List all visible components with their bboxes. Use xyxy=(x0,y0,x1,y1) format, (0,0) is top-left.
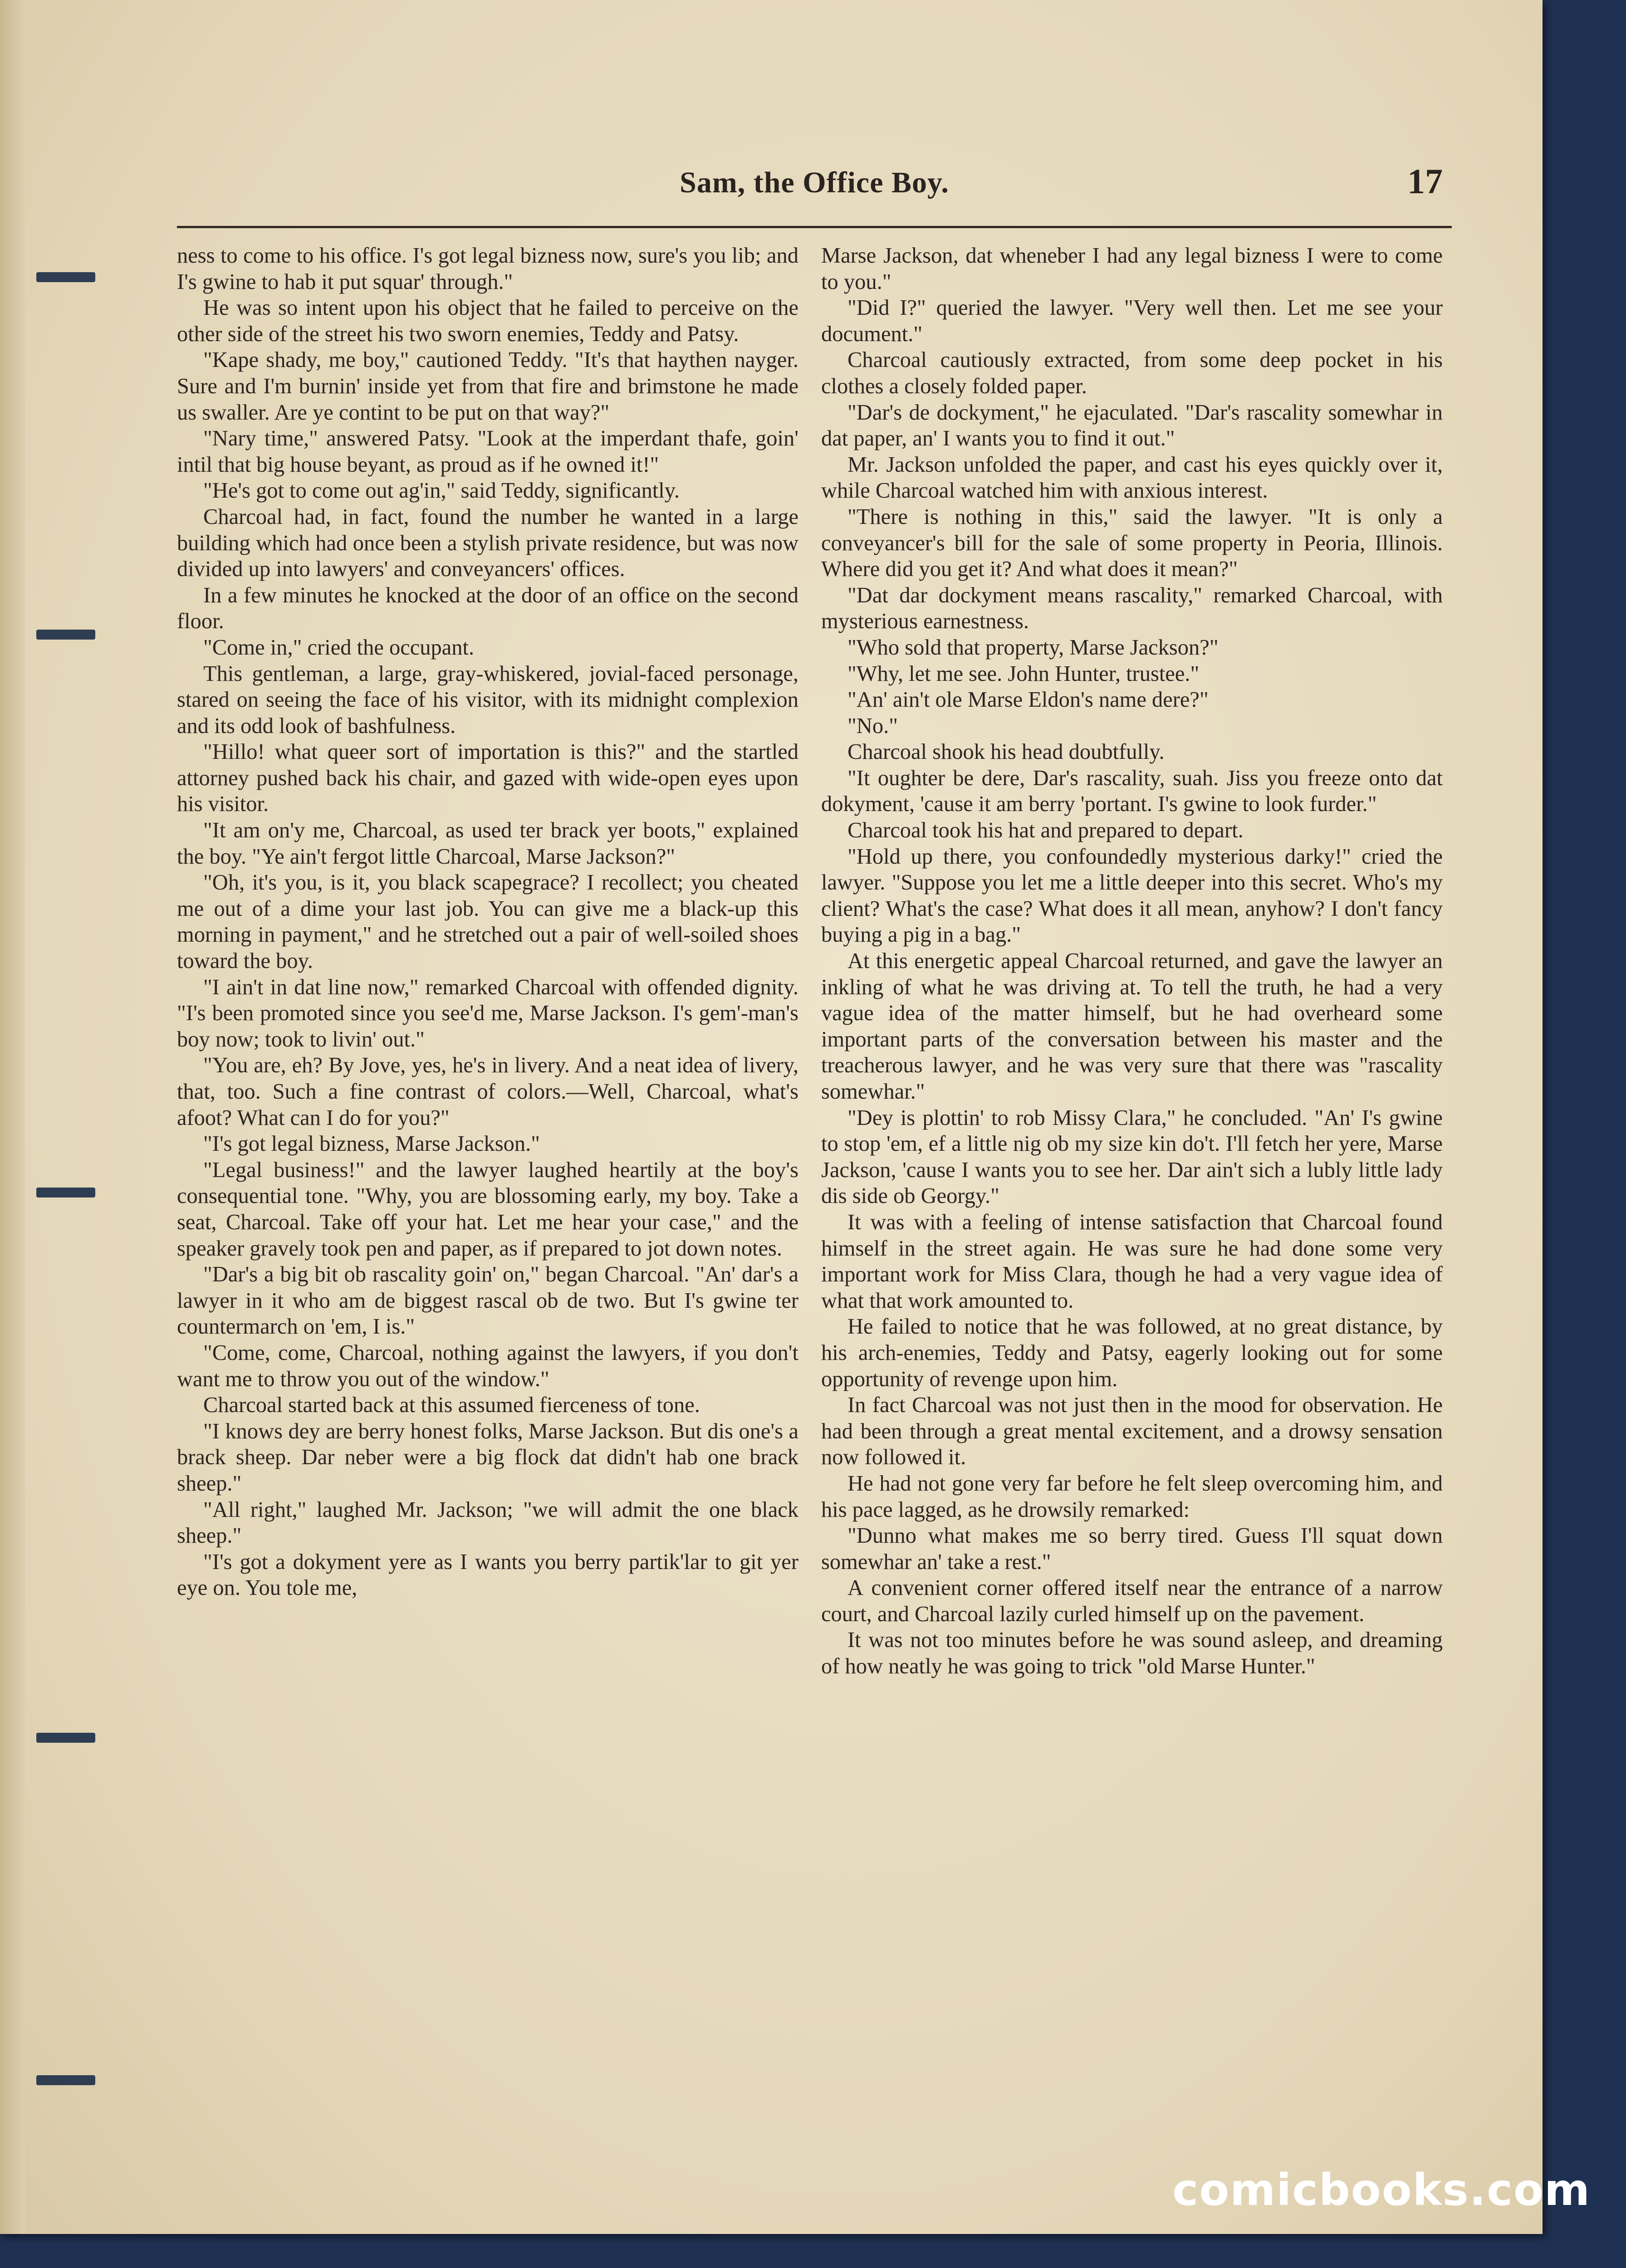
paragraph: "It oughter be dere, Dar's rascality, suah. Jiss you freeze onto dat dokyment, 'cause it am berry 'portant. I's gwine to look furder." xyxy=(821,766,1443,816)
paragraph: "Dunno what makes me so berry tired. Guess I'll squat down somewhar an' take a rest." xyxy=(821,1524,1443,1574)
paragraph: "Nary time," answered Patsy. "Look at the imperdant thafe, goin' intil that big house beyant, as proud as if he owned it!" xyxy=(177,426,798,477)
paragraph: "Come, come, Charcoal, nothing against the lawyers, if you don't want me to throw you out of the window." xyxy=(177,1340,798,1391)
paragraph: "Hillo! what queer sort of importation is this?" and the startled attorney pushed back his chair, and gazed with wide-open eyes upon his visitor. xyxy=(177,740,798,816)
paragraph: In a few minutes he knocked at the door of an office on the second floor. xyxy=(177,583,798,634)
paragraph: "There is nothing in this," said the lawyer. "It is only a conveyancer's bill for the sale of some property in Peoria, Illinois. Where did you get it? And what does it mean?" xyxy=(821,504,1443,582)
paragraph: "Kape shady, me boy," cautioned Teddy. "It's that haythen nayger. Sure and I'm burnin' inside yet from that fire and brimstone he made us swaller. Are ye contint to be put on that way?" xyxy=(177,348,798,425)
paragraph: "Dat dar dockyment means rascality," remarked Charcoal, with mysterious earnestness. xyxy=(821,583,1443,634)
paragraph: "Hold up there, you confoundedly mysterious darky!" cried the lawyer. "Suppose you let me a little deeper into this secret. Who's my client? What's the case? What does it all mean, anyhow? I don't fancy buying a pig in a bag." xyxy=(821,844,1443,947)
paragraph: He had not gone very far before he felt sleep overcoming him, and his pace lagged, as he drowsily remarked: xyxy=(821,1471,1443,1522)
paragraph: He was so intent upon his object that he failed to perceive on the other side of the street his two sworn enemies, Teddy and Patsy. xyxy=(177,296,798,346)
paragraph: Charcoal cautiously extracted, from some deep pocket in his clothes a closely folded paper. xyxy=(821,348,1443,398)
paragraph: "I knows dey are berry honest folks, Marse Jackson. But dis one's a brack sheep. Dar neber were a big flock dat didn't hab one brack sheep." xyxy=(177,1419,798,1496)
paragraph: "Dey is plottin' to rob Missy Clara," he concluded. "An' I's gwine to stop 'em, ef a little nig ob my size kin do't. I'll fetch her yere, Marse Jackson, 'cause I wants you to see her. Dar ain't sich a lubly little lady dis side ob Georgy." xyxy=(821,1105,1443,1208)
paragraph: "I's got a dokyment yere as I wants you berry partik'lar to git yer eye on. You tole me, xyxy=(177,1549,798,1600)
binding-staple xyxy=(36,1188,95,1198)
paragraph: Charcoal shook his head doubtfully. xyxy=(847,740,1165,764)
paragraph: "I's got legal bizness, Marse Jackson." xyxy=(203,1132,540,1156)
paragraph: "Who sold that property, Marse Jackson?" xyxy=(847,635,1219,660)
paragraph: This gentleman, a large, gray-whiskered, jovial-faced personage, stared on seeing the face of his visitor, with its midnight complexion and its odd look of bashfulness. xyxy=(177,661,798,738)
paragraph: "An' ain't ole Marse Eldon's name dere?" xyxy=(847,688,1209,712)
page-header xyxy=(177,161,1452,220)
binding-staple xyxy=(36,630,95,640)
left-text-column xyxy=(177,243,798,2134)
paragraph: A convenient corner offered itself near the entrance of a narrow court, and Charcoal lazily curled himself up on the pavement. xyxy=(821,1576,1443,1626)
running-title: Sam, the Office Boy. xyxy=(680,166,949,199)
binding-staple xyxy=(36,1733,95,1743)
paragraph: It was with a feeling of intense satisfaction that Charcoal found himself in the street again. He was sure he had done some very important work for Miss Clara, though he had a very vague idea of what that work amounted to. xyxy=(821,1210,1443,1313)
paragraph: "Legal business!" and the lawyer laughed heartily at the boy's consequential tone. "Why, you are blossoming early, my boy. Take a seat, Charcoal. Take off your hat. Let me hear your case," and the speaker gravely took pen and paper, as if prepared to jot down notes. xyxy=(177,1158,798,1261)
paragraph: Marse Jackson, dat wheneber I had any legal bizness I were to come to you." xyxy=(821,244,1443,294)
paragraph: Charcoal started back at this assumed fierceness of tone. xyxy=(203,1393,700,1418)
site-watermark: comicbooks.com xyxy=(1172,2165,1591,2215)
paragraph: "Dar's a big bit ob rascality goin' on," began Charcoal. "An' dar's a lawyer in it who am de biggest rascal ob de two. But I's gwine ter countermarch on 'em, I is." xyxy=(177,1262,798,1339)
paragraph: At this energetic appeal Charcoal returned, and gave the lawyer an inkling of what he was driving at. To tell the truth, he had a very vague idea of the matter himself, but he had overheard some important parts of the conversation between his master and the treacherous lawyer, and he was very sure that there was "rascality somewhar." xyxy=(821,949,1443,1104)
paragraph: "No." xyxy=(847,714,898,738)
paragraph: He failed to notice that he was followed, at no great distance, by his arch-enemies, Teddy and Patsy, eagerly looking out for some opportunity of revenge upon him. xyxy=(821,1315,1443,1391)
paragraph: "I ain't in dat line now," remarked Charcoal with offended dignity. "I's been promoted since you see'd me, Marse Jackson. I's gem'-man's boy now; took to livin' out." xyxy=(177,975,798,1051)
paragraph: In fact Charcoal was not just then in the mood for observation. He had been through a great mental excitement, and a drowsy sensation now followed it. xyxy=(821,1393,1443,1470)
paragraph: "He's got to come out ag'in," said Teddy, significantly. xyxy=(203,479,680,503)
right-text-column xyxy=(821,243,1443,2134)
paragraph: Charcoal had, in fact, found the number he wanted in a large building which had once been a stylish private residence, but was now divided up into lawyers' and conveyancers' offices. xyxy=(177,504,798,582)
paragraph: "Oh, it's you, is it, you black scapegrace? I recollect; you cheated me out of a dime your last job. You can give me a black-up this morning in payment," and he stretched out a pair of well-soiled shoes toward the boy. xyxy=(177,870,798,973)
header-rule xyxy=(177,226,1452,228)
page-number: 17 xyxy=(1407,161,1443,201)
paragraph: Charcoal took his hat and prepared to depart. xyxy=(847,818,1244,843)
paragraph: "Why, let me see. John Hunter, trustee." xyxy=(847,661,1200,686)
paragraph: Mr. Jackson unfolded the paper, and cast his eyes quickly over it, while Charcoal watched him with anxious interest. xyxy=(821,452,1443,503)
paragraph: It was not too minutes before he was sound asleep, and dreaming of how neatly he was going to trick "old Marse Hunter." xyxy=(821,1628,1443,1679)
paragraph: ness to come to his office. I's got legal bizness now, sure's you lib; and I's gwine to hab it put squar' through." xyxy=(177,244,798,294)
paragraph: "Come in," cried the occupant. xyxy=(203,635,475,660)
paragraph: "Dar's de dockyment," he ejaculated. "Dar's rascality somewhar in dat paper, an' I wants you to find it out." xyxy=(821,400,1443,451)
paragraph: "You are, eh? By Jove, yes, he's in livery. And a neat idea of livery, that, too. Such a fine contrast of colors.—Well, Charcoal, what's afoot? What can I do for you?" xyxy=(177,1053,798,1130)
page-binding-edge xyxy=(0,0,25,2234)
binding-staple xyxy=(36,272,95,282)
binding-staple xyxy=(36,2075,95,2085)
paragraph: "Did I?" queried the lawyer. "Very well then. Let me see your document." xyxy=(821,296,1443,346)
paragraph: "It am on'y me, Charcoal, as used ter brack yer boots," explained the boy. "Ye ain't fergot little Charcoal, Marse Jackson?" xyxy=(177,818,798,869)
paragraph: "All right," laughed Mr. Jackson; "we will admit the one black sheep." xyxy=(177,1497,798,1548)
